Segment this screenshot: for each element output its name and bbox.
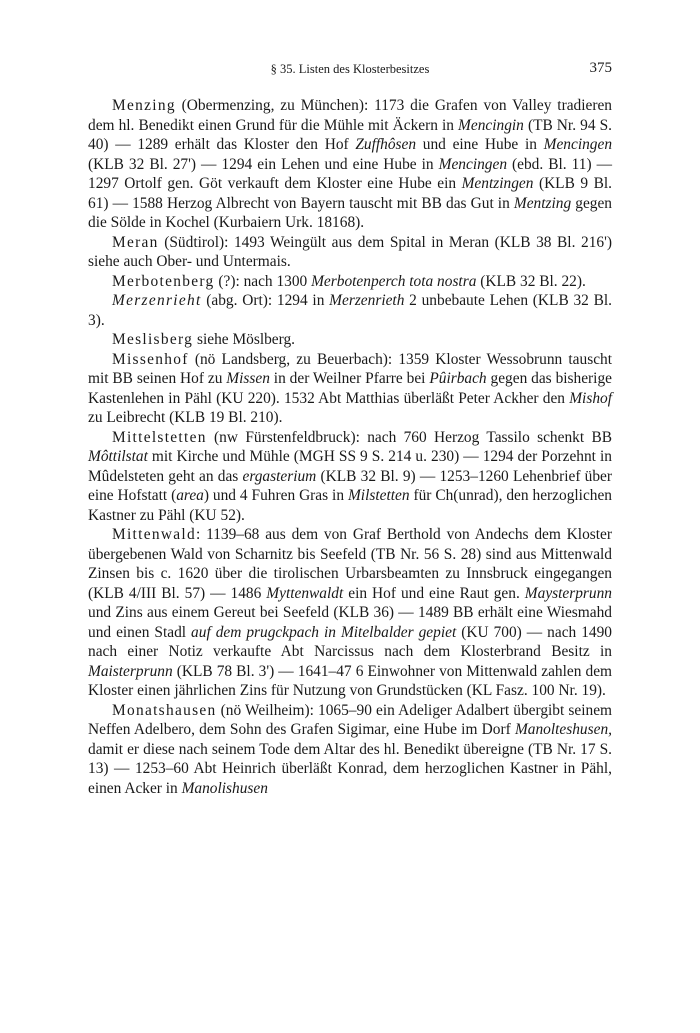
register-entry (88, 233, 612, 272)
italic-text: Manolteshusen, (514, 721, 612, 738)
entry-headword: Missenhof (112, 350, 189, 368)
italic-text: Mishof (569, 389, 612, 407)
italic-text: Mentzingen (461, 175, 534, 192)
entry-text: (nö Weilheim): 1065–90 ein Adeliger Adalbert übergibt seinem Neffen Adelbero, dem Sohn des Grafen Sigimar, eine Hube im Dorf (88, 701, 612, 738)
entry-headword: Monatshausen (112, 701, 217, 719)
register-entry (88, 330, 612, 350)
entry-text: (abg. Ort): 1294 in (201, 292, 330, 309)
body-text (88, 96, 612, 798)
italic-text: Môttilstat (88, 448, 148, 465)
running-header (88, 60, 612, 80)
entry-headword: Merbotenberg (112, 272, 215, 290)
entry-text: (ebd. Bl. 11) — 1297 Ortolf gen. Göt verkauft dem Kloster eine Hube ein (88, 155, 613, 192)
register-entry (88, 701, 612, 799)
entry-text: 2 unbebaute Lehen (KLB 32 Bl. 3). (88, 292, 613, 329)
entry-headword: Mittenwald (112, 526, 196, 543)
entry-text: (KLB 32 Bl. 9) — 1253–1260 Lehenbrief über eine Hofstatt ( (88, 467, 613, 504)
entry-text: (KLB 32 Bl. 22). (476, 272, 586, 290)
entry-text: (Südtirol): 1493 Weingült aus dem Spital in Meran (KLB 38 Bl. 216') siehe auch Ober- und Untermais. (88, 233, 612, 270)
italic-text: area (176, 487, 204, 504)
entry-text: (nw Fürstenfeldbruck): nach 760 Herzog Tassilo schenkt BB (206, 428, 612, 446)
entry-text: (KLB 78 Bl. 3') — 1641–47 6 Einwohner von Mittenwald zahlen dem Kloster einen jährlichen Zins für Nutzung von Grundstücken (KL Fasz. 100 Nr. 19). (88, 662, 612, 699)
register-entry (88, 291, 612, 330)
entry-text: (?): nach 1300 (214, 272, 312, 290)
italic-text: Maisterprunn (88, 662, 173, 680)
entry-headword: Menzing (112, 97, 176, 114)
entry-text: (KU 700) — nach 1490 nach einer Notiz verkaufte Abt Narcissus nach dem Klosterbrand Besitz in (88, 623, 612, 660)
entry-text: : 1139–68 aus dem von Graf Berthold von Andechs dem Kloster übergebenen Wald von Scharnitz bis Seefeld (TB Nr. 56 S. 28) sind aus Mittenwald Zinsen bis c. 1620 über die tirolischen Urbarsbeamten zu Innsbruck eingegangen (KLB 4/III Bl. 57) — 1486 (88, 526, 612, 602)
italic-text: Mentzing (513, 194, 572, 212)
entry-text: ) und 4 Fuhren Gras in (203, 487, 348, 504)
entry-text: (KLB 9 Bl. 61) — 1588 Herzog Albrecht von Bayern tauscht mit BB das Gut in (88, 175, 612, 212)
entry-headword: Merzenrieht (112, 292, 202, 309)
entry-text: gegen das bisherige Kastenlehen in Pähl (KU 220). 1532 Abt Matthias überläßt Peter Ackher den (88, 370, 612, 407)
italic-text: Pûirbach (429, 370, 487, 387)
entry-text: ein Hof und eine Raut gen. (343, 584, 525, 602)
italic-text: Manolishusen (181, 779, 268, 797)
page-number: 375 (589, 60, 612, 76)
italic-text: Missen (226, 370, 270, 387)
entry-headword: Mittelstetten (112, 428, 207, 446)
register-entry (88, 96, 612, 233)
italic-text: Mencingen (438, 155, 508, 173)
entry-text: mit Kirche und Mühle (MGH SS 9 S. 214 u. 230) — 1294 der Porzehnt in Mûdelsteten geht an das (88, 448, 612, 485)
entry-text: gegen die Sölde in Kochel (Kurbaiern Urk. 18168). (88, 194, 612, 231)
register-entry (88, 350, 612, 428)
register-entry (88, 428, 612, 526)
entry-text: (TB Nr. 94 S. 40) — 1289 erhält das Kloster den Hof (88, 116, 612, 153)
entry-text: in der Weilner Pfarre bei (269, 370, 430, 387)
entry-text: (Obermenzing, zu München): 1173 die Grafen von Valley tradieren dem hl. Benedikt einen Grund für die Mühle mit Äckern in (88, 97, 612, 134)
register-entry (88, 525, 612, 701)
entry-text: und eine Hube in (416, 136, 544, 153)
italic-text: auf dem prugckpach in Mitelbalder gepiet (191, 623, 457, 641)
entry-headword: Meran (112, 233, 159, 251)
running-title: § 35. Listen des Klosterbesitzes (270, 62, 430, 76)
italic-text: Myttenwaldt (266, 584, 344, 602)
italic-text: Merzenrieth (329, 292, 405, 309)
entry-text: (nö Landsberg, zu Beuerbach): 1359 Kloster Wessobrunn tauscht mit BB seinen Hof zu (88, 350, 612, 387)
italic-text: Zuffhôsen (355, 136, 417, 153)
entry-text: zu Leibrecht (KLB 19 Bl. 210). (88, 409, 283, 426)
italic-text: ergasterium (242, 467, 317, 485)
italic-text: Mencingin (458, 116, 524, 134)
entry-text: damit er diese nach seinem Tode dem Altar des hl. Benedikt übereigne (TB Nr. 17 S. 13) — 1253–60 Abt Heinrich überläßt Konrad, dem herzoglichen Kastner in Pähl, einen Acker in (88, 740, 612, 797)
italic-text: Mencingen (543, 136, 613, 153)
italic-text: Merbotenperch tota nostra (311, 272, 477, 290)
register-entry (88, 272, 612, 292)
italic-text: Maysterprunn (524, 584, 613, 602)
italic-text: Milstetten (347, 487, 410, 504)
entry-text: für Ch(unrad), den herzoglichen Kastner zu Pähl (KU 52). (88, 487, 612, 524)
entry-text: (KLB 32 Bl. 27') — 1294 ein Lehen und eine Hube in (88, 155, 439, 173)
entry-text: siehe Möslberg. (193, 331, 296, 348)
entry-headword: Meslisberg (112, 331, 194, 348)
entry-text: und Zins aus einem Gereut bei Seefeld (KLB 36) — 1489 BB erhält eine Wiesmahd und einen Stadl (88, 604, 612, 641)
